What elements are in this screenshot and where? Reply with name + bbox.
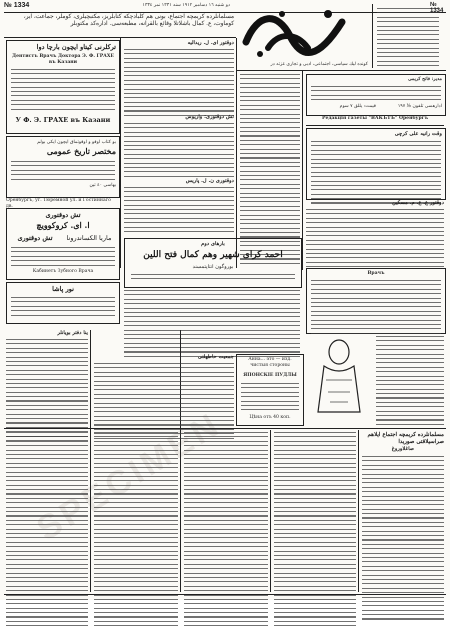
intro-title: مسلمانلرده کریمچه اجتماع ایلاهم صراسیلاقتی صوریدا [367,432,444,445]
masthead-editor: مدیر: فاتح کریمی [408,77,442,82]
right-news-box [306,128,446,200]
masthead-logo [238,2,350,64]
bottom-col-2 [94,432,178,592]
product-price: Цѣна отъ 40 коп. [249,415,291,420]
product-ad-title: ЯПОНСКІЕ ПУДЛЫ [243,373,297,378]
dentist-name: ا. ای. کروکوویچ [36,220,90,230]
center-lower-column [94,354,234,426]
history-price: بهاسی ٤٠ تین [89,183,116,188]
product-ad [236,354,304,426]
dentist-name-2: ماریا الکساندرونا [66,234,112,242]
bottom-rule [4,594,446,595]
hospital-title: ترکلرنی کیتاو ایچون بارچا دوا [36,43,116,51]
address-line: Оренбургъ, уг. Тюремной ул. и Гостиннаго дв. [6,198,111,209]
bottom-divider-4 [358,430,359,592]
right-doctor-block [306,200,444,264]
center-doctor-block-1 [124,40,234,110]
column-divider-1 [120,38,121,268]
masthead-subtitle: کونده لیك سیاسی، اجتماعی، ادبی و تجاری غزته در [270,62,368,67]
event-subtitle: بوروگون انتاپتمسند [192,264,234,270]
bottom-divider-1 [90,330,91,592]
right-dentist-cyr: Врачъ [367,271,385,276]
notice-sign: نور پاشا [52,285,74,293]
history-ad [6,136,120,198]
bottom-col-5 [362,432,444,592]
right-illus-text [376,336,444,416]
issue-number-right: № 1334 [430,2,444,14]
center-lower-text [124,290,300,350]
center-doctor-1: دوقتور ای. ل. ریدالیه [187,40,234,46]
masthead-title [358,4,366,64]
hospital-ad [6,40,120,134]
dentist-caption: Кабинетъ Зубного Врача [32,269,94,274]
event-headline: احمد کرای شهیر وهم کمال فتح اللین [143,250,283,260]
center-doctor-3: دوقتوری ن. ل. پاریس [185,178,234,184]
phone-line: ادارهسی تلفون № ۱۹۷ [397,104,442,109]
dentist-title: تش دوقتوری [45,211,81,219]
subscription-box [306,74,446,116]
dentist-ad-left [6,208,120,280]
right-news-title: وقت رانیه علی کرچی [394,131,442,137]
bottom-col-3 [184,432,268,592]
right-doctor-title: دوقتور ع. ع. م. مسکین [392,200,444,206]
mid-right-column [240,74,300,264]
product-ad-text: Анна... это — изд. чистыя стороны [248,357,292,368]
masthead-bottom-rule [236,70,446,71]
left-section-title: ینا دفتر بویانلر [57,330,88,336]
history-subtitle: بو کتاب اوقو و اوقوتماق ایچون ایکی بولم [37,140,116,145]
bottom-col-1 [6,432,88,592]
headline-right: صاغلاوروغ [391,446,415,452]
hospital-subtitle: Дентистъ Врачъ Доктора Э. Ф. ГРАХЕ въ Казани [12,54,114,65]
column-divider-2 [236,38,237,268]
column-divider-3 [302,70,303,270]
header-strip: مسلمانلرده کریمچه اجتماع، بونی هم کلبادچکه کتابلریز، مکتبچیلری، کوملر، جماعت، ایر، کوماوت، ع. کمال باشلاتلا وقائع بالقرانه، مطبعه‌سی. اداره‌کد مکتوبلر [23,14,234,27]
center-doctor-block-2 [124,114,234,174]
event-ad [124,238,302,288]
right-rule-1 [306,125,444,126]
gazette-ad: Редакція газеты "ВАКЪТЪ" Оренбургъ [321,116,428,121]
price-box: قیمت: یللق ۷ سوم [339,104,376,109]
figure-illustration [304,336,374,416]
issue-number-left: № 1334 [4,2,30,9]
date-bar: دو شنبه ۱٦ دسامبر ۱۹۱۲ سنه ۱۳۳۱ نمر ۱۳۳٤ [142,3,230,8]
center-doctor-block-3 [124,178,234,234]
clinic-caption: У Ф. Э. ГРАХЕ въ Казани [15,116,111,124]
left-lower-column [6,330,88,426]
bottom-col-4 [274,432,356,592]
history-title: مختصر تاریخ عمومی [46,146,116,156]
center-doctor-2: تش دوقتوری: واریوس [185,114,234,120]
dentist-title-2: تش دوقتوری [17,234,53,242]
bottom-divider-3 [270,430,271,592]
event-title: بارهای دوم [201,241,225,247]
notice-box [6,282,120,324]
mid-section-title: جمعیت حاطهلنی [197,354,234,360]
right-dentist-ad [306,268,446,334]
